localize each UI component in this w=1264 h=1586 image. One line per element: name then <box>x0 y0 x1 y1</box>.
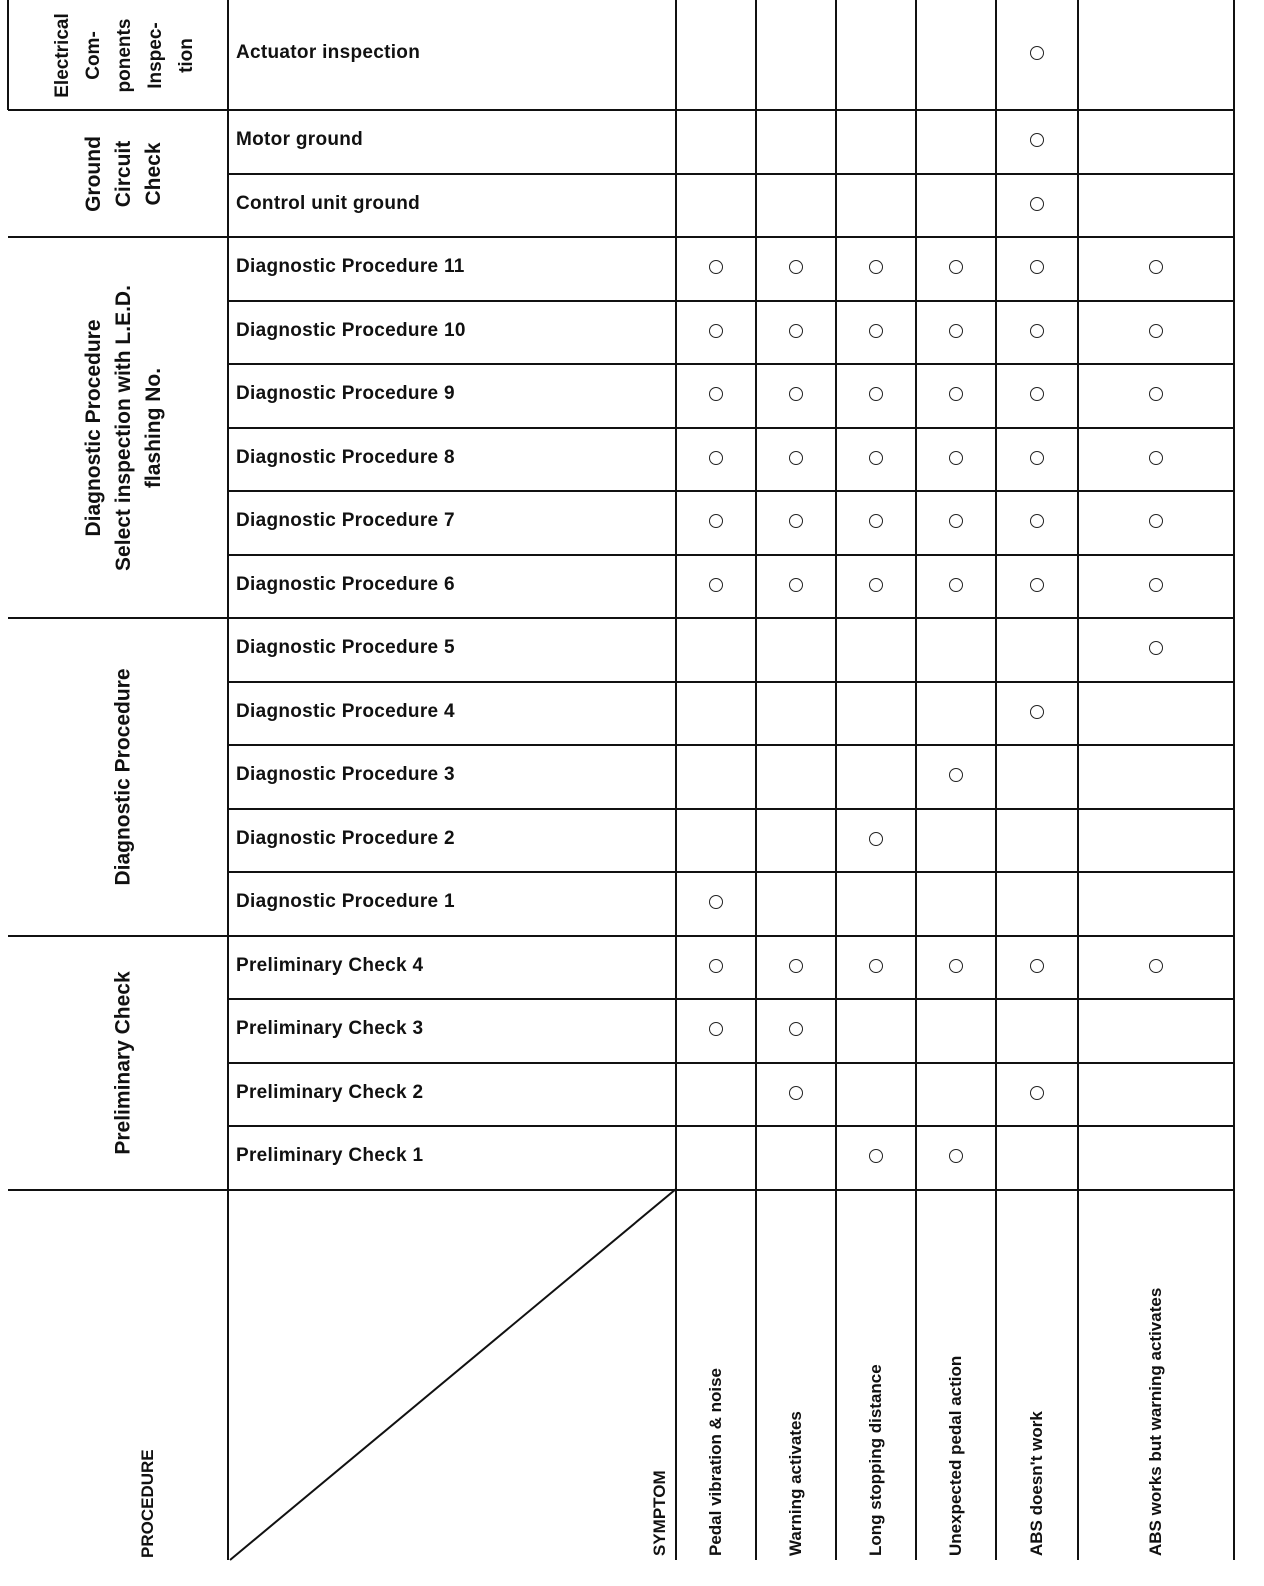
procedure-row-label: Preliminary Check 2 <box>236 1081 424 1103</box>
group-label-text: Ground Circuit Check <box>81 135 165 212</box>
group-label-text: Electrical Com- ponents Inspec- tion <box>51 12 197 98</box>
procedure-header-label: PROCEDURE <box>138 1449 157 1558</box>
symptom-column-header: Unexpected pedal action <box>946 1355 965 1556</box>
procedure-row-label: Diagnostic Procedure 6 <box>236 573 455 595</box>
symptom-column-header: Pedal vibration & noise <box>706 1368 725 1556</box>
procedure-row-label: Diagnostic Procedure 11 <box>236 256 465 277</box>
diagonal-line <box>230 1189 676 1560</box>
procedure-row-label: Preliminary Check 3 <box>236 1018 424 1039</box>
procedure-row-label: Preliminary Check 1 <box>236 1145 424 1166</box>
procedure-row-label: Diagnostic Procedure 1 <box>236 891 455 912</box>
procedure-row-label: Diagnostic Procedure 3 <box>236 764 455 785</box>
procedure-row-label: Diagnostic Procedure 4 <box>236 700 455 722</box>
symptom-header-label: SYMPTOM <box>650 1470 669 1556</box>
group-label-text: Diagnostic Procedure Select inspection with L.E.D. flashing No. <box>82 284 166 571</box>
symptom-column-header: ABS doesn't work <box>1027 1411 1046 1556</box>
procedure-row-label: Control unit ground <box>236 192 421 214</box>
procedure-row-label: Diagnostic Procedure 9 <box>236 383 455 404</box>
procedure-row-label: Diagnostic Procedure 7 <box>236 510 455 531</box>
symptom-column-header: ABS works but warning activates <box>1146 1287 1165 1556</box>
procedure-row-label: Diagnostic Procedure 2 <box>236 827 455 849</box>
group-label-text: Diagnostic Procedure <box>112 668 135 886</box>
group-label-text: Preliminary Check <box>111 971 135 1155</box>
procedure-row-label: Preliminary Check 4 <box>236 954 424 976</box>
procedure-row-label: Motor ground <box>236 129 364 150</box>
procedure-row-label: Actuator inspection <box>236 42 421 63</box>
symptom-column-header: Long stopping distance <box>866 1364 885 1556</box>
symptom-column-header: Warning activates <box>786 1411 805 1556</box>
procedure-row-label: Diagnostic Procedure 8 <box>236 446 455 468</box>
procedure-row-label: Diagnostic Procedure 10 <box>236 319 466 341</box>
procedure-row-label: Diagnostic Procedure 5 <box>236 637 455 658</box>
